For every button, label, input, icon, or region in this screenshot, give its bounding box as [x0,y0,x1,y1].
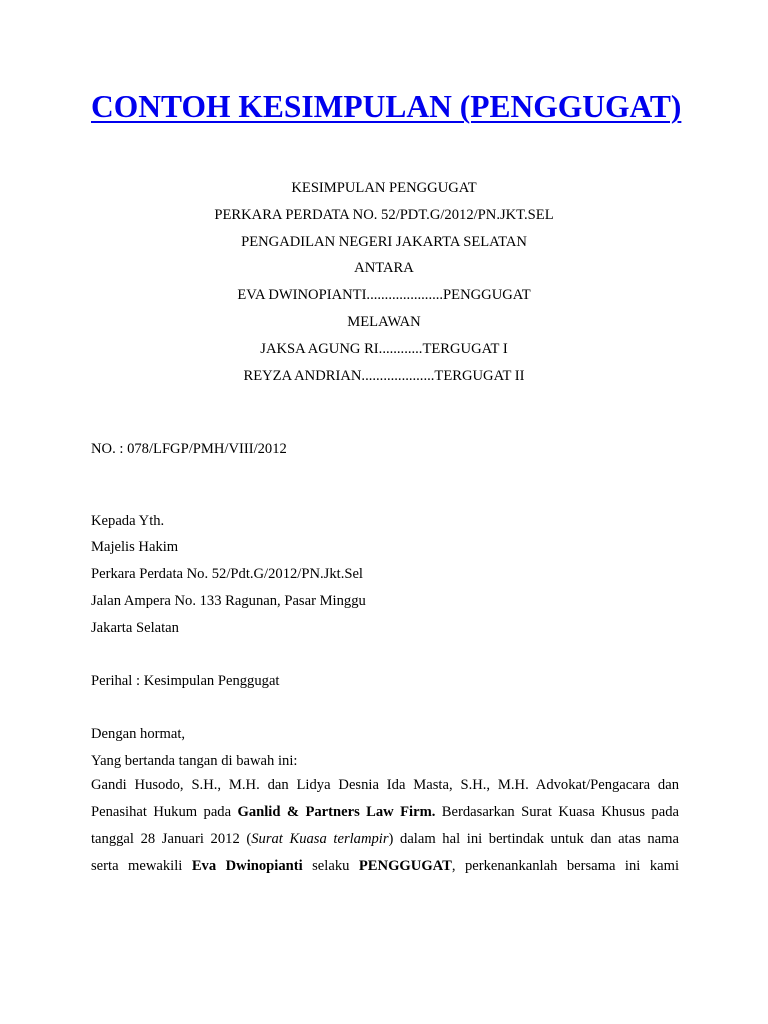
body-text: Penasihat Hukum pada [91,804,238,820]
client-name: Eva Dwinopianti [191,858,303,874]
header-line-antara: ANTARA [354,260,414,276]
law-firm-name: Ganlid & Partners Law Firm. [237,804,436,820]
body-text: serta mewakili [91,858,192,874]
body-line-3 [91,826,679,853]
header-line-tergugat-1: JAKSA AGUNG RI............TERGUGAT I [260,341,508,357]
body-paragraph [91,772,679,880]
recipient-line-majelis: Majelis Hakim [91,539,179,555]
subject-line: Perihal : Kesimpulan Penggugat [91,673,280,689]
body-line-2 [91,799,679,826]
body-text: ) dalam hal ini bertindak untuk dan atas nama [388,831,679,847]
intro-line: Yang bertanda tangan di bawah ini: [91,753,298,769]
body-text: Berdasarkan Surat Kuasa Khusus pada [435,804,679,820]
header-line-tergugat-2: REYZA ANDRIAN....................TERGUGAT II [243,368,525,384]
body-text: , perkenankanlah bersama ini kami [451,858,679,874]
party-role: PENGGUGAT [358,858,452,874]
header-line-melawan: MELAWAN [347,314,421,330]
header-line-pengadilan: PENGADILAN NEGERI JAKARTA SELATAN [241,234,527,250]
document-number: NO. : 078/LFGP/PMH/VIII/2012 [91,441,287,457]
header-line-penggugat: EVA DWINOPIANTI.....................PENGGUGAT [237,287,531,303]
body-line-1 [91,772,679,799]
document-title-link[interactable]: CONTOH KESIMPULAN (PENGGUGAT) [91,89,682,124]
recipient-line-alamat: Jalan Ampera No. 133 Ragunan, Pasar Minggu [91,593,366,609]
body-text: tanggal 28 Januari 2012 ( [91,831,252,847]
header-line-perkara: PERKARA PERDATA NO. 52/PDT.G/2012/PN.JKT.SEL [214,207,554,223]
recipient-line-kota: Jakarta Selatan [91,620,179,636]
recipient-line-perkara: Perkara Perdata No. 52/Pdt.G/2012/PN.Jkt.Sel [91,566,363,582]
header-line-kesimpulan: KESIMPULAN PENGGUGAT [291,180,477,196]
surat-kuasa-note: Surat Kuasa terlampir [251,831,389,847]
body-text: Gandi Husodo, S.H., M.H. dan Lidya Desnia Ida Masta, S.H., M.H. Advokat/Pengacara dan [91,777,679,793]
body-text: selaku [302,858,359,874]
body-line-4 [91,853,679,880]
greeting-line: Dengan hormat, [91,726,186,742]
recipient-line-kepada: Kepada Yth. [91,513,165,529]
